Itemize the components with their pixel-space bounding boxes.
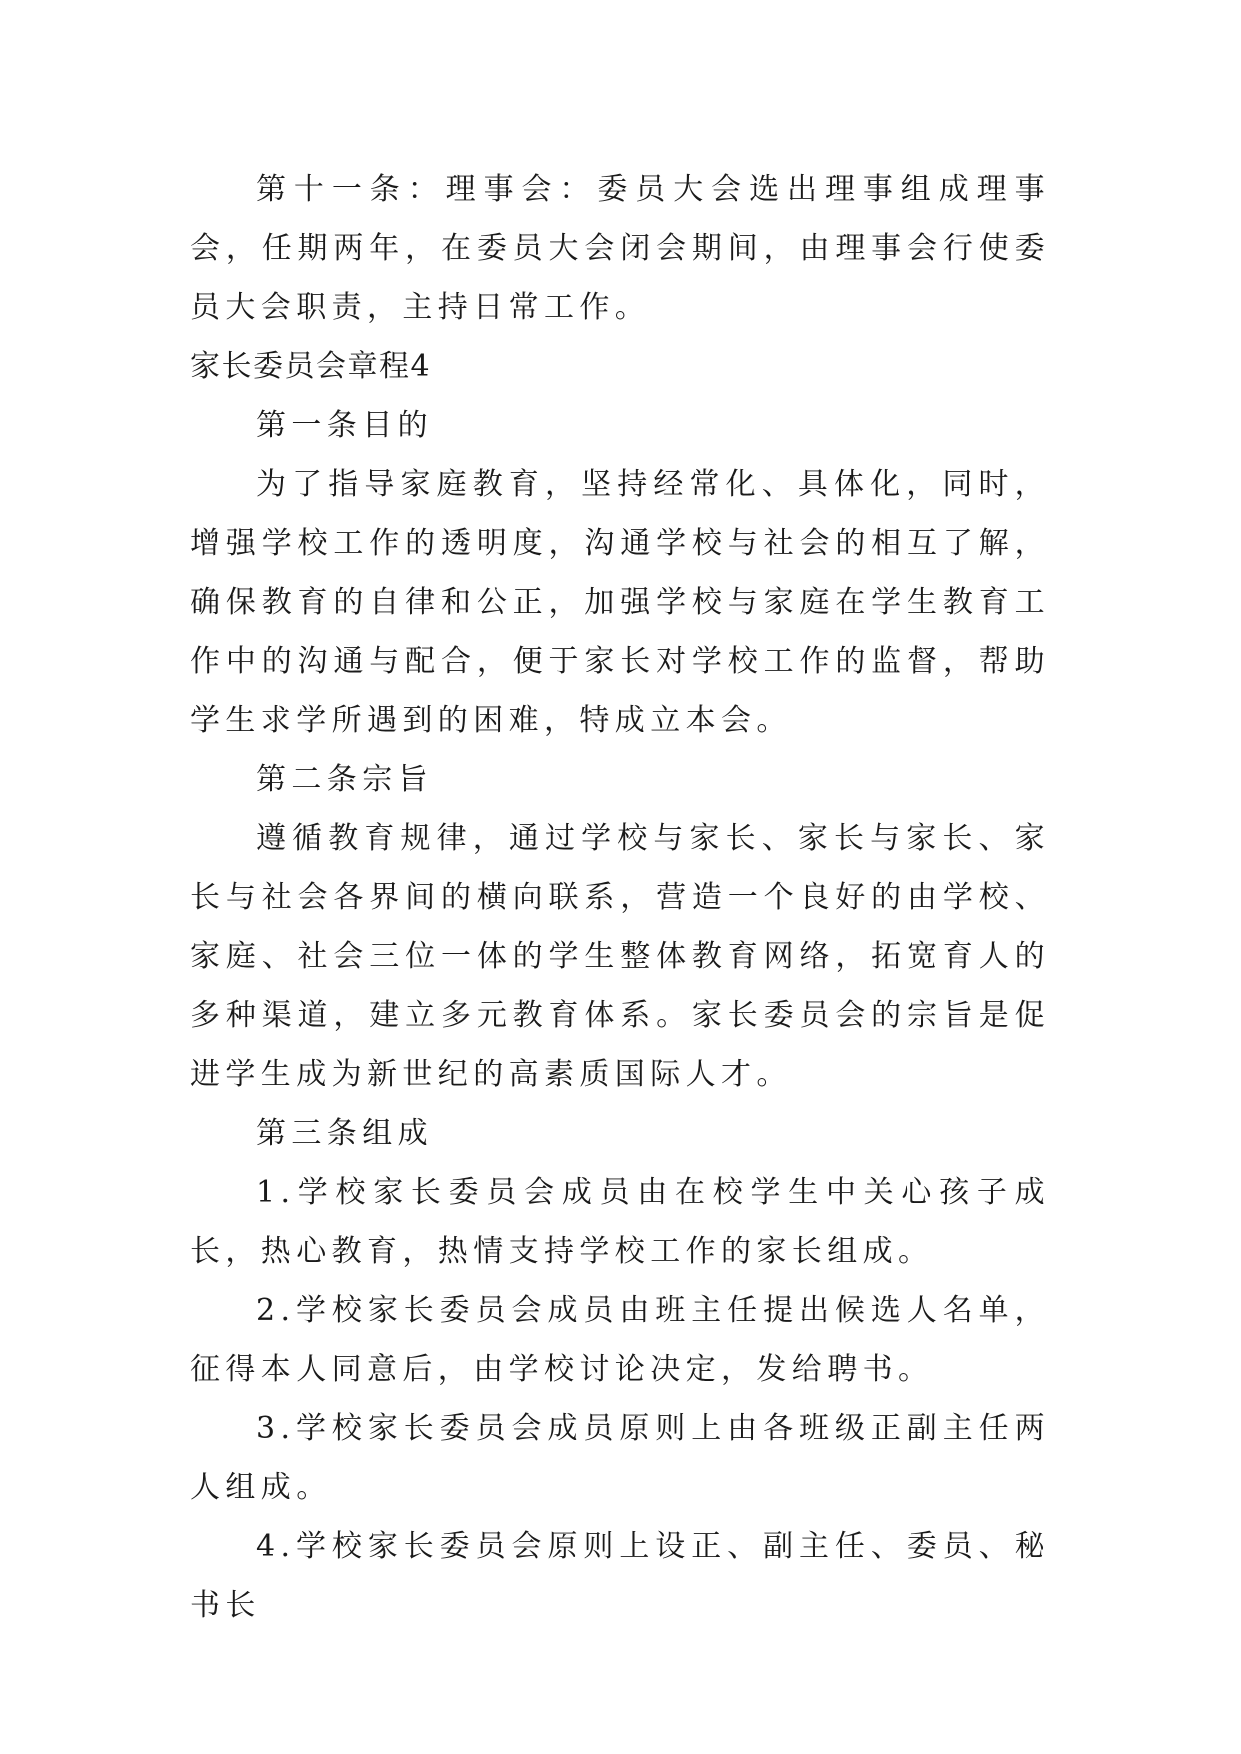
- article-3-item-1: 1.学校家长委员会成员由在校学生中关心孩子成长，热心教育，热情支持学校工作的家长组成。: [190, 1175, 1050, 1269]
- article-1-paragraph: 为了指导家庭教育，坚持经常化、具体化，同时，增强学校工作的透明度，沟通学校与社会的相互了解，确保教育的自律和公正，加强学校与家庭在学生教育工作中的沟通与配合，便于家长对学校工作的监督，帮助学生求学所遇到的困难，特成立本会。: [190, 467, 1050, 738]
- article-2-paragraph: 遵循教育规律，通过学校与家长、家长与家长、家长与社会各界间的横向联系，营造一个良好的由学校、家庭、社会三位一体的学生整体教育网络，拓宽育人的多种渠道，建立多元教育体系。家长委员会的宗旨是促进学生成为新世纪的高素质国际人才。: [190, 821, 1050, 1092]
- article-3-item-3: 3.学校家长委员会成员原则上由各班级正副主任两人组成。: [190, 1411, 1050, 1505]
- document-body: [190, 160, 1050, 1635]
- article-2-heading: 第二条宗旨: [256, 762, 433, 797]
- article-1-heading: 第一条目的: [256, 408, 433, 443]
- article-3-item-4: 4.学校家长委员会原则上设正、副主任、委员、秘书长: [190, 1529, 1050, 1623]
- article-3-heading: 第三条组成: [256, 1116, 433, 1151]
- charter-title: 家长委员会章程4: [190, 349, 432, 384]
- article-11-paragraph: 第十一条：理事会：委员大会选出理事组成理事会，任期两年，在委员大会闭会期间，由理事会行使委员大会职责，主持日常工作。: [190, 172, 1050, 325]
- article-3-item-2: 2.学校家长委员会成员由班主任提出候选人名单，征得本人同意后，由学校讨论决定，发给聘书。: [190, 1293, 1050, 1387]
